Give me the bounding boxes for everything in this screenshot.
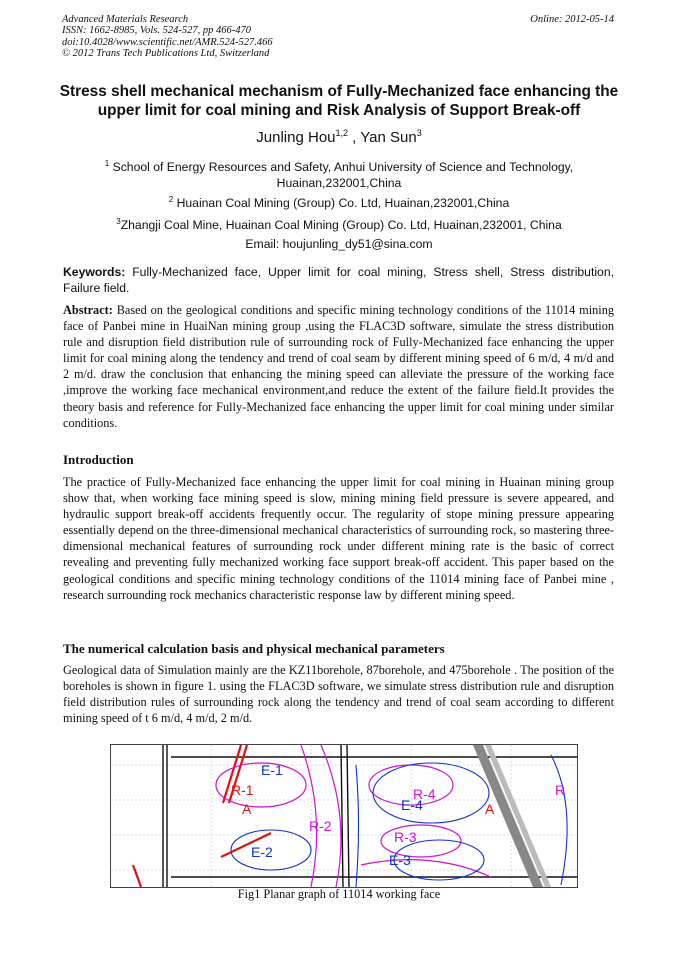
section-heading-introduction: Introduction — [63, 452, 134, 467]
figure-label: R-2 — [309, 818, 332, 834]
online-date: Online: 2012-05-14 — [530, 14, 614, 25]
paper-title: Stress shell mechanical mechanism of Fully-Mechanized face enhancing the upper limit for coal mining and Risk Analysis of Support Break-off — [59, 83, 619, 119]
figure-label: R-1 — [231, 782, 254, 798]
abstract-label: Abstract: — [63, 303, 113, 317]
author-name: Yan Sun — [360, 129, 417, 146]
affiliation-1 — [80, 156, 598, 191]
author-separator: , — [348, 129, 361, 146]
doi-line: doi:10.4028/www.scientific.net/AMR.524-527.466 — [62, 36, 273, 48]
figure-label: E-4 — [401, 797, 423, 813]
abstract-text: Based on the geological conditions and specific mining technology conditions of the 11014 mining face of Panbei mine in HuaiNan mining group ,using the FLAC3D software, simulate the stress distribution rule and disruption field distribution rule of surrounding rock of Fully-Mechanized face enhancing the upper limit for coal mining along the tendency and trend of coal seam by different mining speed of 6 m/d, 4 m/d and 2 m/d. draw the conclusion that enhancing the mining speed can alleviate the pressure of the working face ,improve the working face mechanical environment,and reduce the extent of the failure field.It provides the theory basis and reference for Fully-Mechanized face enhancing the upper limit for coal mining under similar conditions. — [63, 303, 614, 430]
numerical-text: Geological data of Simulation mainly are the KZ11borehole, 87borehole, and 475borehole . The position of the boreholes is shown in figure 1. using the FLAC3D software, we simulate stress distribution rule and disruption field distribution rules of surrounding rock along the tendency and trend of coal seam according to different mining speed of t 6 m/d, 4 m/d, 2 m/d. — [63, 663, 614, 726]
figure-caption: Fig1 Planar graph of 11014 working face — [237, 887, 441, 901]
figure-label: R — [555, 782, 566, 798]
affiliation-superscript: 2 — [168, 195, 174, 204]
figure-label: R-3 — [394, 829, 417, 845]
figure-label: E-3 — [389, 852, 411, 868]
author-line — [0, 128, 678, 146]
figure-label: E-2 — [251, 844, 273, 860]
affiliation-text: Huainan Coal Mining (Group) Co. Ltd, Huainan,232001,China — [173, 196, 510, 210]
affiliation-text: Zhangji Coal Mine, Huainan Coal Mining (Group) Co. Ltd, Huainan,232001, China — [120, 218, 562, 232]
email-line: Email: houjunling_dy51@sina.com — [245, 237, 433, 251]
author-superscript: 3 — [416, 128, 422, 138]
affiliation-superscript: 1 — [104, 159, 110, 168]
journal-header — [62, 14, 273, 60]
keywords — [63, 265, 614, 296]
author-superscript: 1,2 — [335, 128, 349, 138]
affiliation-text: School of Energy Resources and Safety, Anhui University of Science and Technology, Huainan,232001,China — [109, 160, 574, 190]
affiliation-superscript: 3 — [116, 217, 121, 226]
working-face-figure — [110, 744, 578, 888]
keywords-text: Fully-Mechanized face, Upper limit for coal mining, Stress shell, Stress distribution, Failure field. — [63, 265, 614, 295]
planar-graph — [111, 745, 577, 887]
section-heading-numerical: The numerical calculation basis and physical mechanical parameters — [63, 641, 445, 656]
figure-label: A — [242, 801, 252, 817]
copyright-line: © 2012 Trans Tech Publications Ltd, Switzerland — [62, 48, 270, 60]
author-name: Junling Hou — [256, 129, 336, 146]
figure-label: R-4 — [413, 786, 436, 802]
abstract — [63, 302, 614, 431]
issn-line: ISSN: 1662-8985, Vols. 524-527, pp 466-470 — [62, 25, 251, 37]
figure-label: A — [485, 801, 495, 817]
keywords-label: Keywords: — [63, 265, 126, 279]
affiliation-3 — [80, 214, 598, 233]
affiliation-2 — [80, 192, 598, 211]
figure-label: E-1 — [261, 762, 283, 778]
journal-name: Advanced Materials Research — [62, 14, 189, 25]
introduction-text: The practice of Fully-Mechanized face enhancing the upper limit for coal mining in Huainan mining group show that, when working face mining speed is slow, mining mining field pressure is severe appeared, and hydraulic support break-off accidents frequently occur. The regularity of stope mining pressure appearing essentially depend on the three-dimensional mechanical characteristics of surrounding rock, so mastering three-dimensional mechanical features of surrounding rock under different mining rate is the basic of correct revealing and preventing fully mechanized working face support break-off accident. This paper based on the geological conditions and specific mining technology conditions of the 11014 mining face of Panbei mine , research surrounding rock mechanics characteristic response law by different mining speed. — [63, 475, 614, 602]
